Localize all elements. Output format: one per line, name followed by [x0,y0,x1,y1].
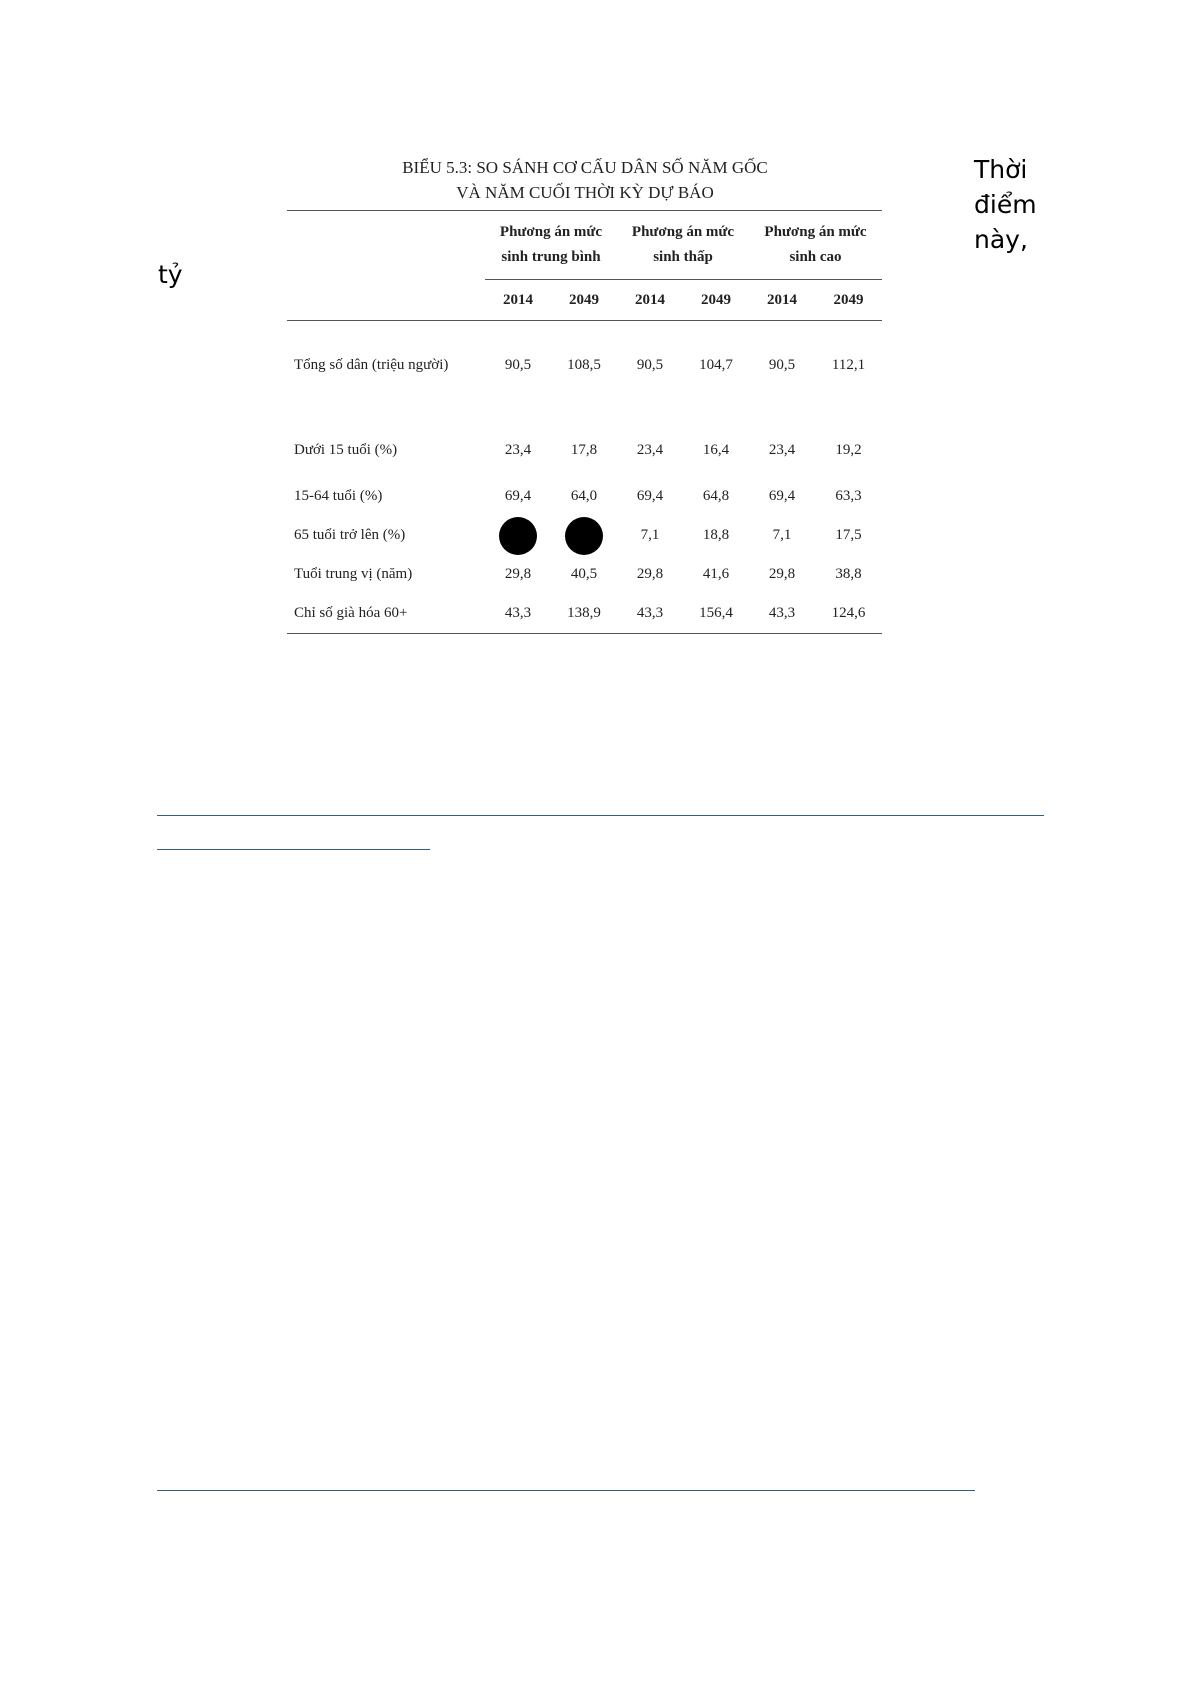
table-title-line-1: BIỂU 5.3: SO SÁNH CƠ CẤU DÂN SỐ NĂM GỐC [402,158,768,177]
year-header: 2014 [485,280,551,321]
group-header-low-line2: sinh thấp [653,249,713,265]
side-text-nay: này, [974,225,1028,254]
year-header: 2049 [551,280,617,321]
table-cell: 19,2 [835,441,862,458]
row-label: Tuổi trung vị (năm) [294,566,413,582]
table-cell: 23,4 [636,441,664,458]
table-cell: 17,5 [835,527,862,543]
table-cell: 69,4 [636,488,664,504]
side-text-diem: điểm [974,190,1037,219]
redaction-dot [499,517,537,555]
table-title [288,155,882,205]
group-header-medium-line1: Phương án mức [499,224,603,240]
year-header: 2049 [683,280,749,321]
table-cell: 7,1 [772,527,792,543]
table-cell: 38,8 [835,566,862,582]
table-cell: 64,0 [570,488,598,504]
table-row-65-plus [287,516,882,555]
group-header-row [287,211,882,280]
group-header-high-line1: Phương án mức [764,224,867,240]
year-header-blank [287,280,485,321]
row-label: Tổng số dân (triệu người) [294,356,449,373]
row-label: Dưới 15 tuổi (%) [294,441,398,458]
header-blank [287,211,485,280]
table-cell: 29,8 [504,566,532,582]
table-cell: 90,5 [768,356,796,373]
group-header-medium [485,211,617,280]
table-cell: 69,4 [504,488,532,504]
table-cell: 23,4 [768,441,796,458]
table-row-15-64 [287,477,882,516]
year-header: 2049 [815,280,882,321]
table-cell: 40,5 [570,566,598,582]
table-cell: 43,3 [485,594,551,634]
year-header: 2014 [617,280,683,321]
table-cell: 64,8 [702,488,730,504]
horizontal-rule-short [157,849,430,850]
side-text-thoi: Thời [974,155,1028,184]
table-cell: 112,1 [831,356,866,373]
table-cell: 90,5 [636,356,664,373]
population-structure-table [287,210,882,634]
table-cell: 43,3 [749,594,815,634]
table-cell: 16,4 [702,441,730,458]
table-row-total-population [287,321,882,398]
table-cell: 41,6 [702,566,730,582]
table-cell: 7,1 [640,527,660,543]
table-cell: 29,8 [768,566,796,582]
year-header-row [287,280,882,321]
table-cell: 108,5 [567,356,601,373]
table-row-aging-index [287,594,882,634]
table-cell: 23,4 [504,441,532,458]
row-label: 65 tuổi trở lên (%) [294,527,406,543]
group-header-medium-line2: sinh trung bình [501,249,601,265]
table-cell: 29,8 [636,566,664,582]
year-header: 2014 [749,280,815,321]
table-cell: 69,4 [768,488,796,504]
table-cell: 43,3 [617,594,683,634]
table-row-under-15 [287,397,882,477]
table-cell: 17,8 [570,441,598,458]
table-cell: 90,5 [504,356,532,373]
row-label: 15-64 tuổi (%) [294,488,383,504]
horizontal-rule-footer [157,1490,975,1491]
row-label: Chỉ số già hóa 60+ [287,594,485,634]
redacted-cell [485,516,551,555]
group-header-low-line1: Phương án mức [631,224,735,240]
table-cell: 156,4 [683,594,749,634]
table-cell: 18,8 [702,527,730,543]
group-header-low [617,211,749,280]
table-cell: 124,6 [815,594,882,634]
group-header-high-line2: sinh cao [789,249,842,265]
table-cell: 63,3 [835,488,862,504]
table-title-line-2: VÀ NĂM CUỐI THỜI KỲ DỰ BÁO [456,183,714,202]
group-header-high [749,211,882,280]
table-cell: 104,7 [699,356,733,373]
table-cell: 138,9 [551,594,617,634]
redacted-cell [551,516,617,555]
side-text-ty: tỷ [158,260,183,289]
redaction-dot [565,517,603,555]
horizontal-rule [157,815,1044,816]
table-row-median-age [287,555,882,594]
